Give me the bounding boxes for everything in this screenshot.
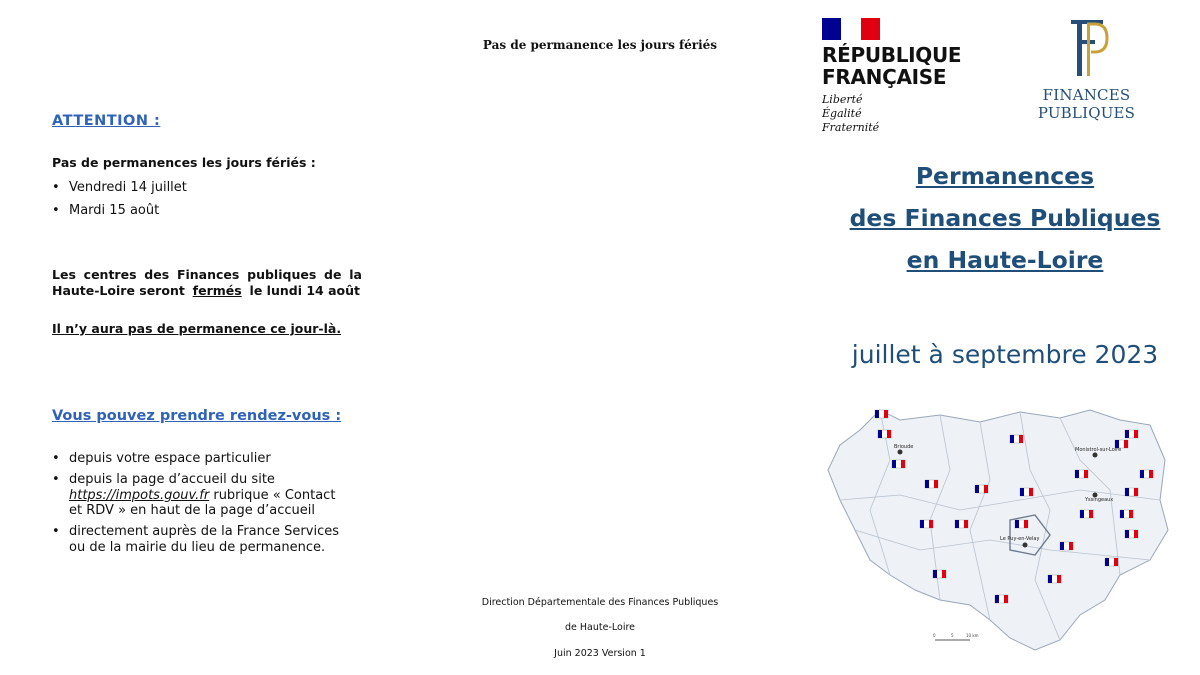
no-permanence-note: Il n’y aura pas de permanence ce jour-là. bbox=[52, 321, 342, 336]
rdv-text: rubrique « Contact et RDV » en haut de la page d’accueil bbox=[69, 487, 336, 518]
map-town-label: Yssingeaux bbox=[1085, 497, 1114, 503]
holidays-label: Pas de permanences les jours fériés : bbox=[52, 155, 316, 170]
rdv-text: depuis la page d’accueil du site bbox=[69, 472, 275, 488]
france-services-marker bbox=[995, 595, 1008, 603]
title-line-3: en Haute-Loire bbox=[906, 246, 1104, 274]
france-services-marker bbox=[1015, 520, 1028, 528]
title-line-1: Permanences bbox=[915, 162, 1095, 190]
impots-link[interactable]: https://impots.gouv.fr bbox=[69, 487, 210, 503]
scale-bar bbox=[933, 633, 979, 640]
list-item: • depuis votre espace particulier bbox=[52, 451, 352, 466]
footer-line-1: Direction Départementale des Finances Publiques bbox=[481, 597, 719, 608]
motto-line: Liberté bbox=[822, 93, 863, 107]
rf-motto bbox=[822, 93, 972, 134]
france-services-marker bbox=[1075, 470, 1088, 478]
france-services-marker bbox=[920, 520, 933, 528]
town-dot bbox=[1023, 543, 1028, 548]
scale-label: 10 km bbox=[966, 633, 979, 638]
france-services-marker bbox=[1060, 542, 1073, 550]
france-services-marker bbox=[933, 570, 946, 578]
map-town-label: Brioude bbox=[894, 444, 914, 450]
france-services-marker bbox=[878, 430, 891, 438]
republique-francaise-logo bbox=[822, 18, 972, 134]
fp-monogram-icon bbox=[1057, 16, 1117, 78]
fp-text: FINANCES PUBLIQUES bbox=[1037, 86, 1136, 122]
france-services-marker bbox=[1120, 510, 1133, 518]
period-label: juillet à septembre 2023 bbox=[851, 340, 1159, 369]
france-services-marker bbox=[1140, 470, 1153, 478]
france-services-marker bbox=[1125, 430, 1138, 438]
closure-line-1: Les centres des Finances publiques de la bbox=[52, 267, 362, 282]
motto-line: Égalité bbox=[822, 106, 862, 120]
town-dot bbox=[1093, 453, 1098, 458]
closure-part-c: le lundi 14 août bbox=[245, 283, 360, 298]
france-services-marker bbox=[1020, 488, 1033, 496]
closure-closed: fermés bbox=[192, 283, 242, 298]
france-services-marker bbox=[925, 480, 938, 488]
scale-label: 0 bbox=[933, 633, 936, 638]
rdv-list bbox=[52, 451, 352, 561]
france-services-marker bbox=[1080, 510, 1093, 518]
holiday-list bbox=[52, 180, 362, 227]
title-line-2: des Finances Publiques bbox=[849, 204, 1161, 232]
list-item: • directement auprès de la France Services ou de la mairie du lieu de permanence. bbox=[52, 524, 352, 555]
france-services-marker bbox=[1125, 488, 1138, 496]
footer-line-2: de Haute-Loire bbox=[565, 622, 635, 634]
closure-part-a: Haute-Loire seront bbox=[52, 283, 190, 298]
rf-name-line-1: RÉPUBLIQUE bbox=[822, 43, 962, 67]
scale-label: 5 bbox=[951, 633, 954, 638]
closure-line-2 bbox=[52, 283, 360, 298]
motto-line: Fraternité bbox=[822, 120, 880, 134]
rf-name-line-2: FRANÇAISE bbox=[822, 64, 947, 89]
france-services-marker bbox=[1010, 435, 1023, 443]
map-town-label: Monistrol-sur-Loire bbox=[1075, 447, 1122, 453]
list-item bbox=[52, 472, 352, 518]
france-services-marker bbox=[892, 460, 905, 468]
rf-name bbox=[822, 45, 972, 88]
town-dot bbox=[898, 450, 903, 455]
haute-loire-map bbox=[820, 400, 1175, 655]
marianne-flag-icon bbox=[822, 18, 880, 40]
header-note: Pas de permanence les jours fériés bbox=[482, 38, 718, 52]
france-services-marker bbox=[1125, 530, 1138, 538]
page-title bbox=[830, 155, 1180, 281]
france-services-marker bbox=[875, 410, 888, 418]
footer bbox=[420, 597, 780, 673]
attention-title: ATTENTION : bbox=[52, 113, 161, 129]
france-services-marker bbox=[1105, 558, 1118, 566]
map-town-label: Le Puy-en-Velay bbox=[1000, 536, 1040, 542]
france-services-marker bbox=[955, 520, 968, 528]
france-services-marker bbox=[1048, 575, 1061, 583]
rdv-title: Vous pouvez prendre rendez-vous : bbox=[52, 408, 342, 424]
footer-line-3: Juin 2023 Version 1 bbox=[554, 647, 646, 659]
france-services-marker bbox=[975, 485, 988, 493]
finances-publiques-logo bbox=[994, 16, 1179, 122]
list-item: • Mardi 15 août bbox=[52, 203, 362, 218]
list-item: • Vendredi 14 juillet bbox=[52, 180, 362, 195]
